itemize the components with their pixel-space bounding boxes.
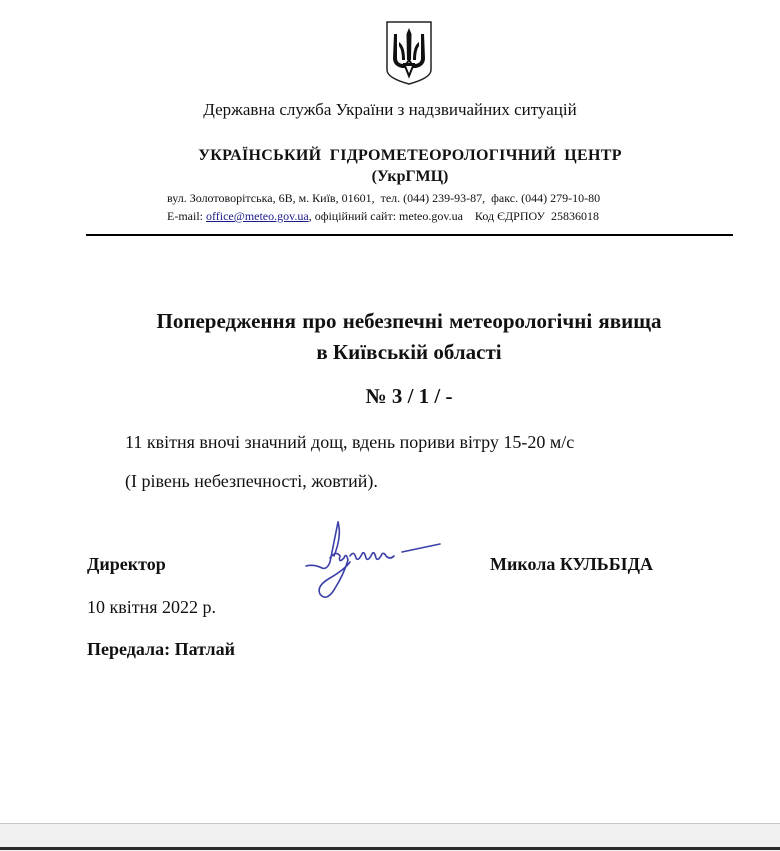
header-divider (86, 234, 733, 236)
document-date: 10 квітня 2022 р. (87, 597, 217, 617)
document-title-line2: в Київській області (316, 340, 502, 364)
signer-name: Микола КУЛЬБІДА (490, 554, 653, 574)
site-and-code: , офіційний сайт: meteo.gov.ua Код ЄДРПОУ 25836018 (308, 209, 600, 223)
signer-position: Директор (87, 554, 166, 574)
warning-level: (І рівень небезпечності, жовтий). (125, 471, 378, 491)
organization-abbreviation: (УкрГМЦ) (371, 168, 449, 185)
organization-name: УКРАЇНСЬКИЙ ГІДРОМЕТЕОРОЛОГІЧНИЙ ЦЕНТР (198, 147, 622, 164)
handwritten-signature (300, 512, 450, 604)
sender: Передала: Патлай (87, 639, 236, 659)
contact-email-line (167, 209, 599, 224)
warning-message: 11 квітня вночі значний дощ, вдень пориви вітру 15-20 м/с (125, 432, 575, 452)
email-label: E-mail: (167, 209, 206, 223)
agency-name: Державна служба України з надзвичайних ситуацій (203, 100, 577, 119)
contact-address: вул. Золотоворітська, 6В, м. Київ, 01601, тел. (044) 239-93-87, факс. (044) 279-10-80 (167, 191, 601, 205)
email-link[interactable]: office@meteo.gov.ua (206, 209, 309, 223)
document-number: № 3 / 1 / - (365, 384, 453, 408)
trident-emblem-icon (385, 20, 433, 86)
document-title-line1: Попередження про небезпечні метеорологічні явища (156, 309, 662, 333)
